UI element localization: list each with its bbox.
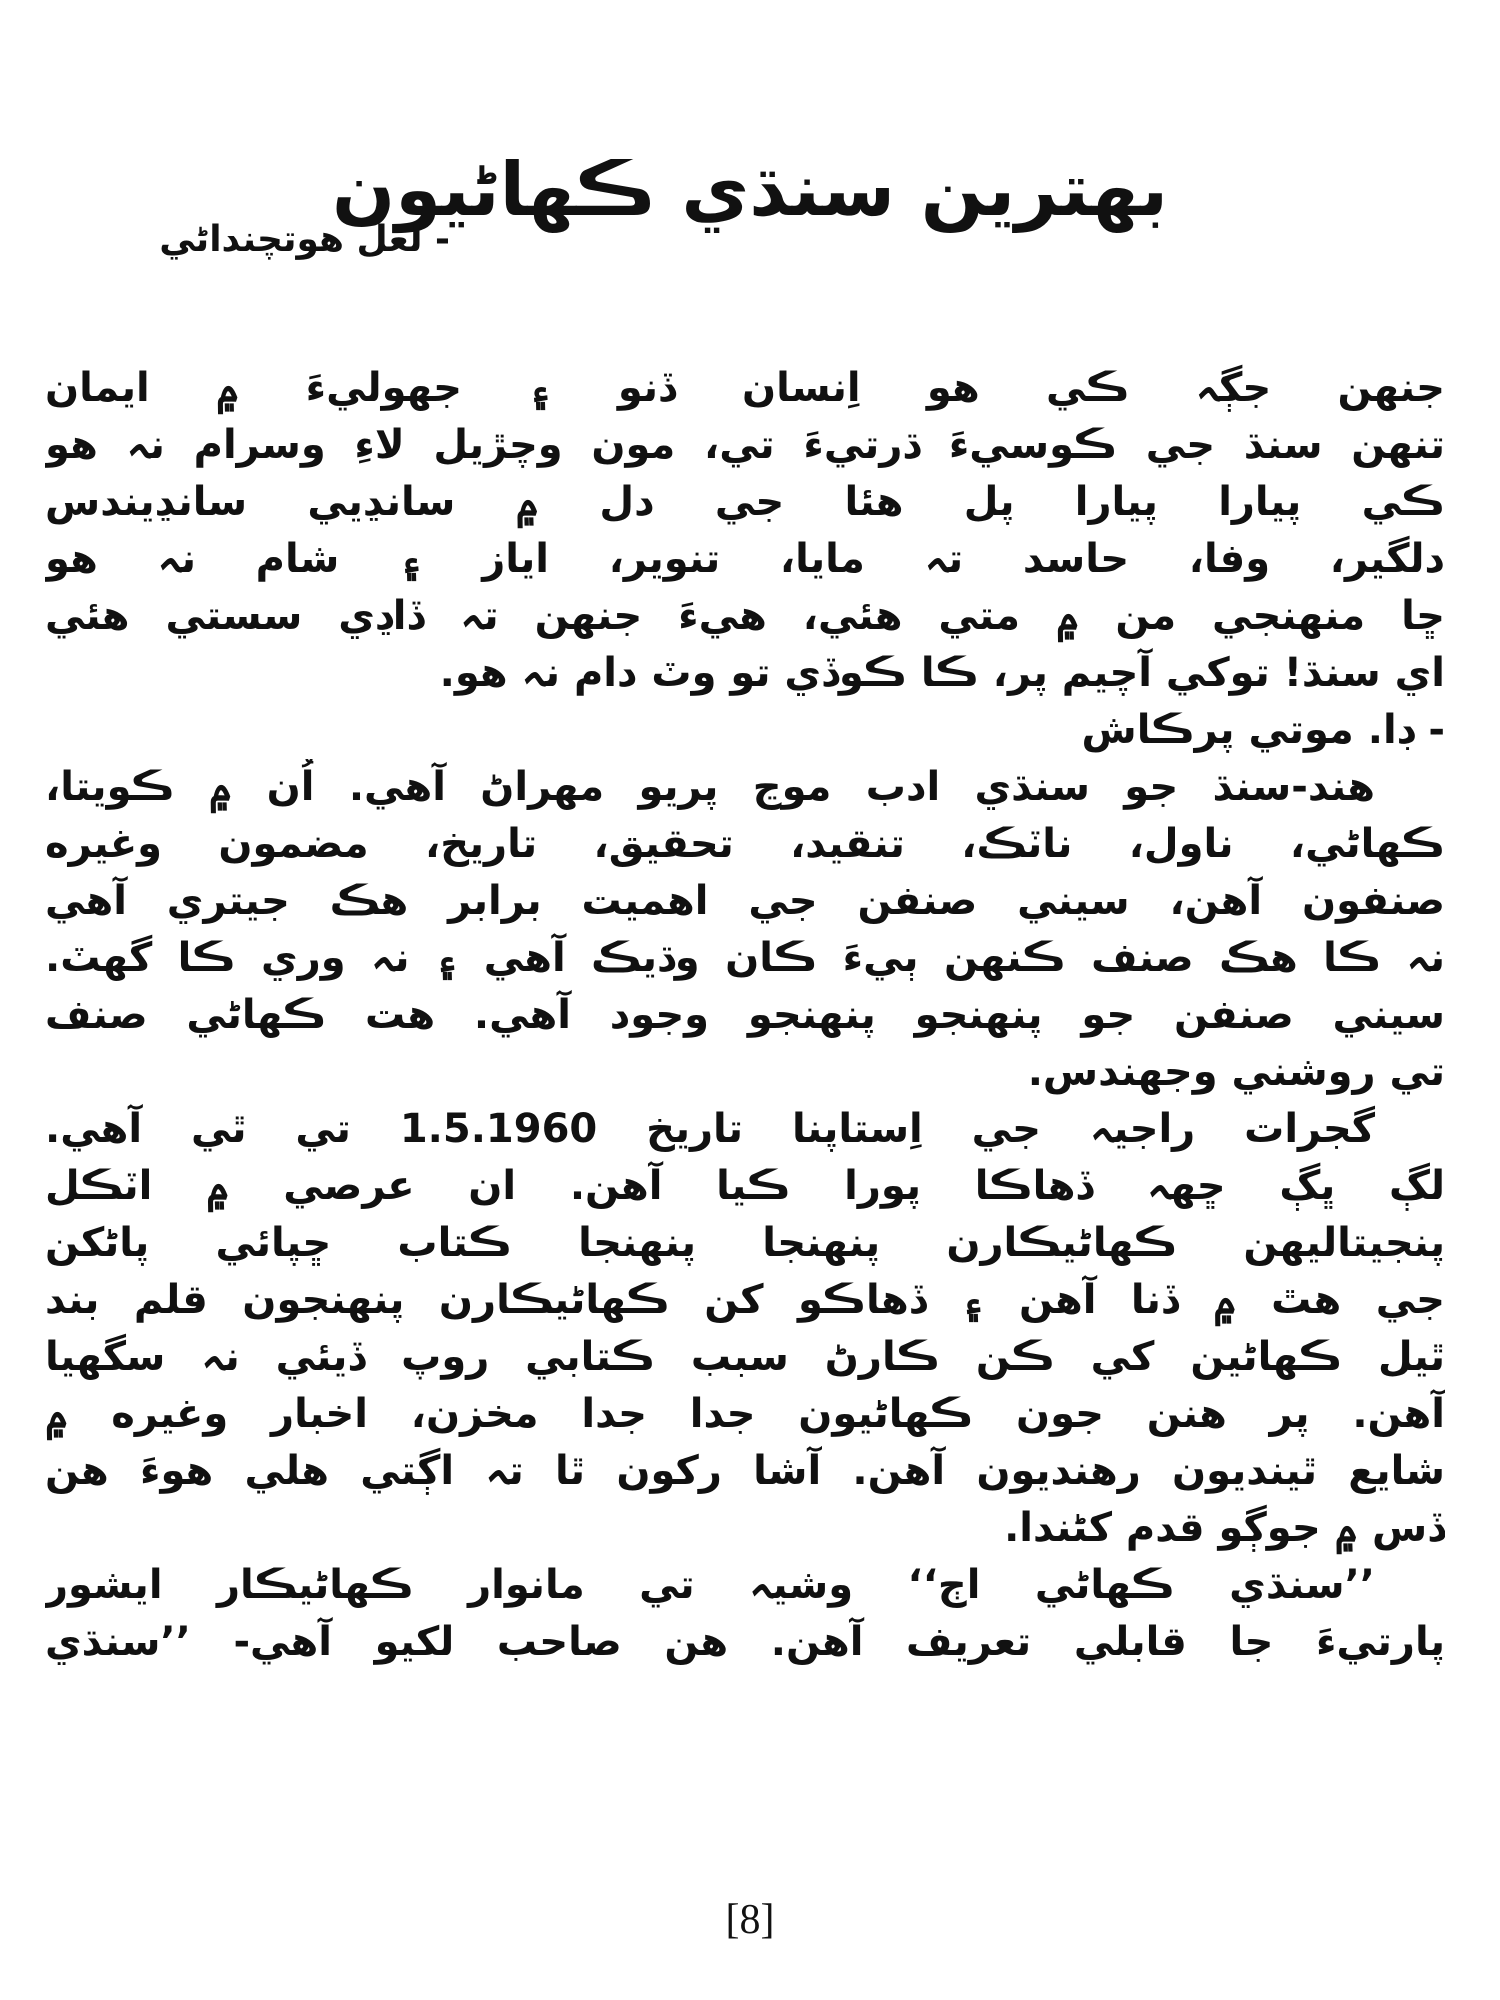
paragraph-line: ٿيل ڪهاڻين کي ڪن ڪارڻ سبب ڪتابي روپ ڏيئي نہ سگهيا bbox=[45, 1334, 1445, 1380]
poem-attribution: - ڊا. موتي پرڪاش bbox=[1081, 707, 1445, 753]
poem-line: دلگير، وفا، حاسد تہ مايا، تنوير، اياز ۽ شام نہ هو bbox=[45, 536, 1445, 582]
paragraph-line: لڳ ڀڳ ڇهہ ڏهاڪا پورا ڪيا آهن. ان عرصي ۾ اٽڪل bbox=[45, 1163, 1445, 1209]
paragraph-line: ’’سنڌي ڪهاڻي اڄ‘‘ وشيہ تي مانوار ڪهاڻيڪار ايشور bbox=[45, 1562, 1375, 1608]
paragraph-line: آهن. پر هنن جون ڪهاڻيون جدا جدا مخزن، اخبار وغيره ۾ bbox=[45, 1391, 1445, 1437]
poem-line: ڇا منهنجي من ۾ متي هئي، هيءَ جنهن تہ ڏاڍي سستي هئي bbox=[45, 593, 1445, 639]
paragraph-line: تي روشني وجهندس. bbox=[1027, 1049, 1445, 1095]
paragraph-line: پارتيءَ جا قابلي تعريف آهن. هن صاحب لکيو آهي- ’’سنڌي bbox=[45, 1619, 1445, 1665]
poem-line: ڪي پيارا پيارا پل هئا جي دل ۾ سانڍيي سانڍيندس bbox=[45, 479, 1445, 525]
page-number: [8] bbox=[725, 1897, 775, 1943]
paragraph-line: پنجيتاليهن ڪهاڻيڪارن پنهنجا پنهنجا ڪتاب ڇپائي پاڻکن bbox=[45, 1220, 1445, 1266]
poem-line: اي سنڌ! توکي آچيم پر، ڪا ڪوڏي تو وٽ دام نہ هو. bbox=[439, 650, 1445, 696]
page-title: بهترين سنڌي ڪهاڻيون bbox=[332, 146, 1168, 233]
paragraph-line: گجرات راجيہ جي اِستاپنا تاريخ 1.5.1960 تي ٿي آهي. bbox=[45, 1106, 1375, 1152]
poem-line: تنهن سنڌ جي ڪوسيءَ ڌرتيءَ تي، مون وچڙيل لاءِ وسرام نہ هو bbox=[45, 422, 1445, 468]
paragraph-line: هند-سنڌ جو سنڌي ادب موڃ پريو مهراڻ آهي. اُن ۾ ڪويتا، bbox=[45, 764, 1375, 810]
body-text bbox=[45, 360, 1445, 1671]
paragraph-line: سيني صنفن جو پنهنجو پنهنجو وجود آهي. هت ڪهاڻي صنف bbox=[45, 992, 1445, 1038]
paragraph-line: ڏس ۾ جوڳو قدم کڻندا. bbox=[1004, 1505, 1445, 1551]
author-name: - لعل هوتچنداڻي bbox=[159, 219, 450, 260]
paragraph-line: ڪهاڻي، ناول، ناٽڪ، تنقيد، تحقيق، تاريخ، مضمون وغيره bbox=[45, 821, 1445, 867]
paragraph-line: جي هٿ ۾ ڏنا آهن ۽ ڏهاڪو کن ڪهاڻيڪارن پنهنجون قلم بند bbox=[45, 1277, 1445, 1323]
paragraph-line: صنفون آهن، سيني صنفن جي اهميت برابر هڪ جيتري آهي bbox=[45, 878, 1445, 924]
poem-line: جنهن جڳہ ڪي هو اِنسان ڏنو ۽ جهوليءَ ۾ ايمان bbox=[45, 365, 1445, 411]
paragraph-line: شايع ٿينديون رهنديون آهن. آشا رکون ٿا تہ اڳتي هلي هوءَ هن bbox=[45, 1448, 1445, 1494]
paragraph-line: نہ ڪا هڪ صنف ڪنهن ٻيءَ ڪان وڌيڪ آهي ۽ نہ وري ڪا گهٽ. bbox=[45, 935, 1445, 981]
